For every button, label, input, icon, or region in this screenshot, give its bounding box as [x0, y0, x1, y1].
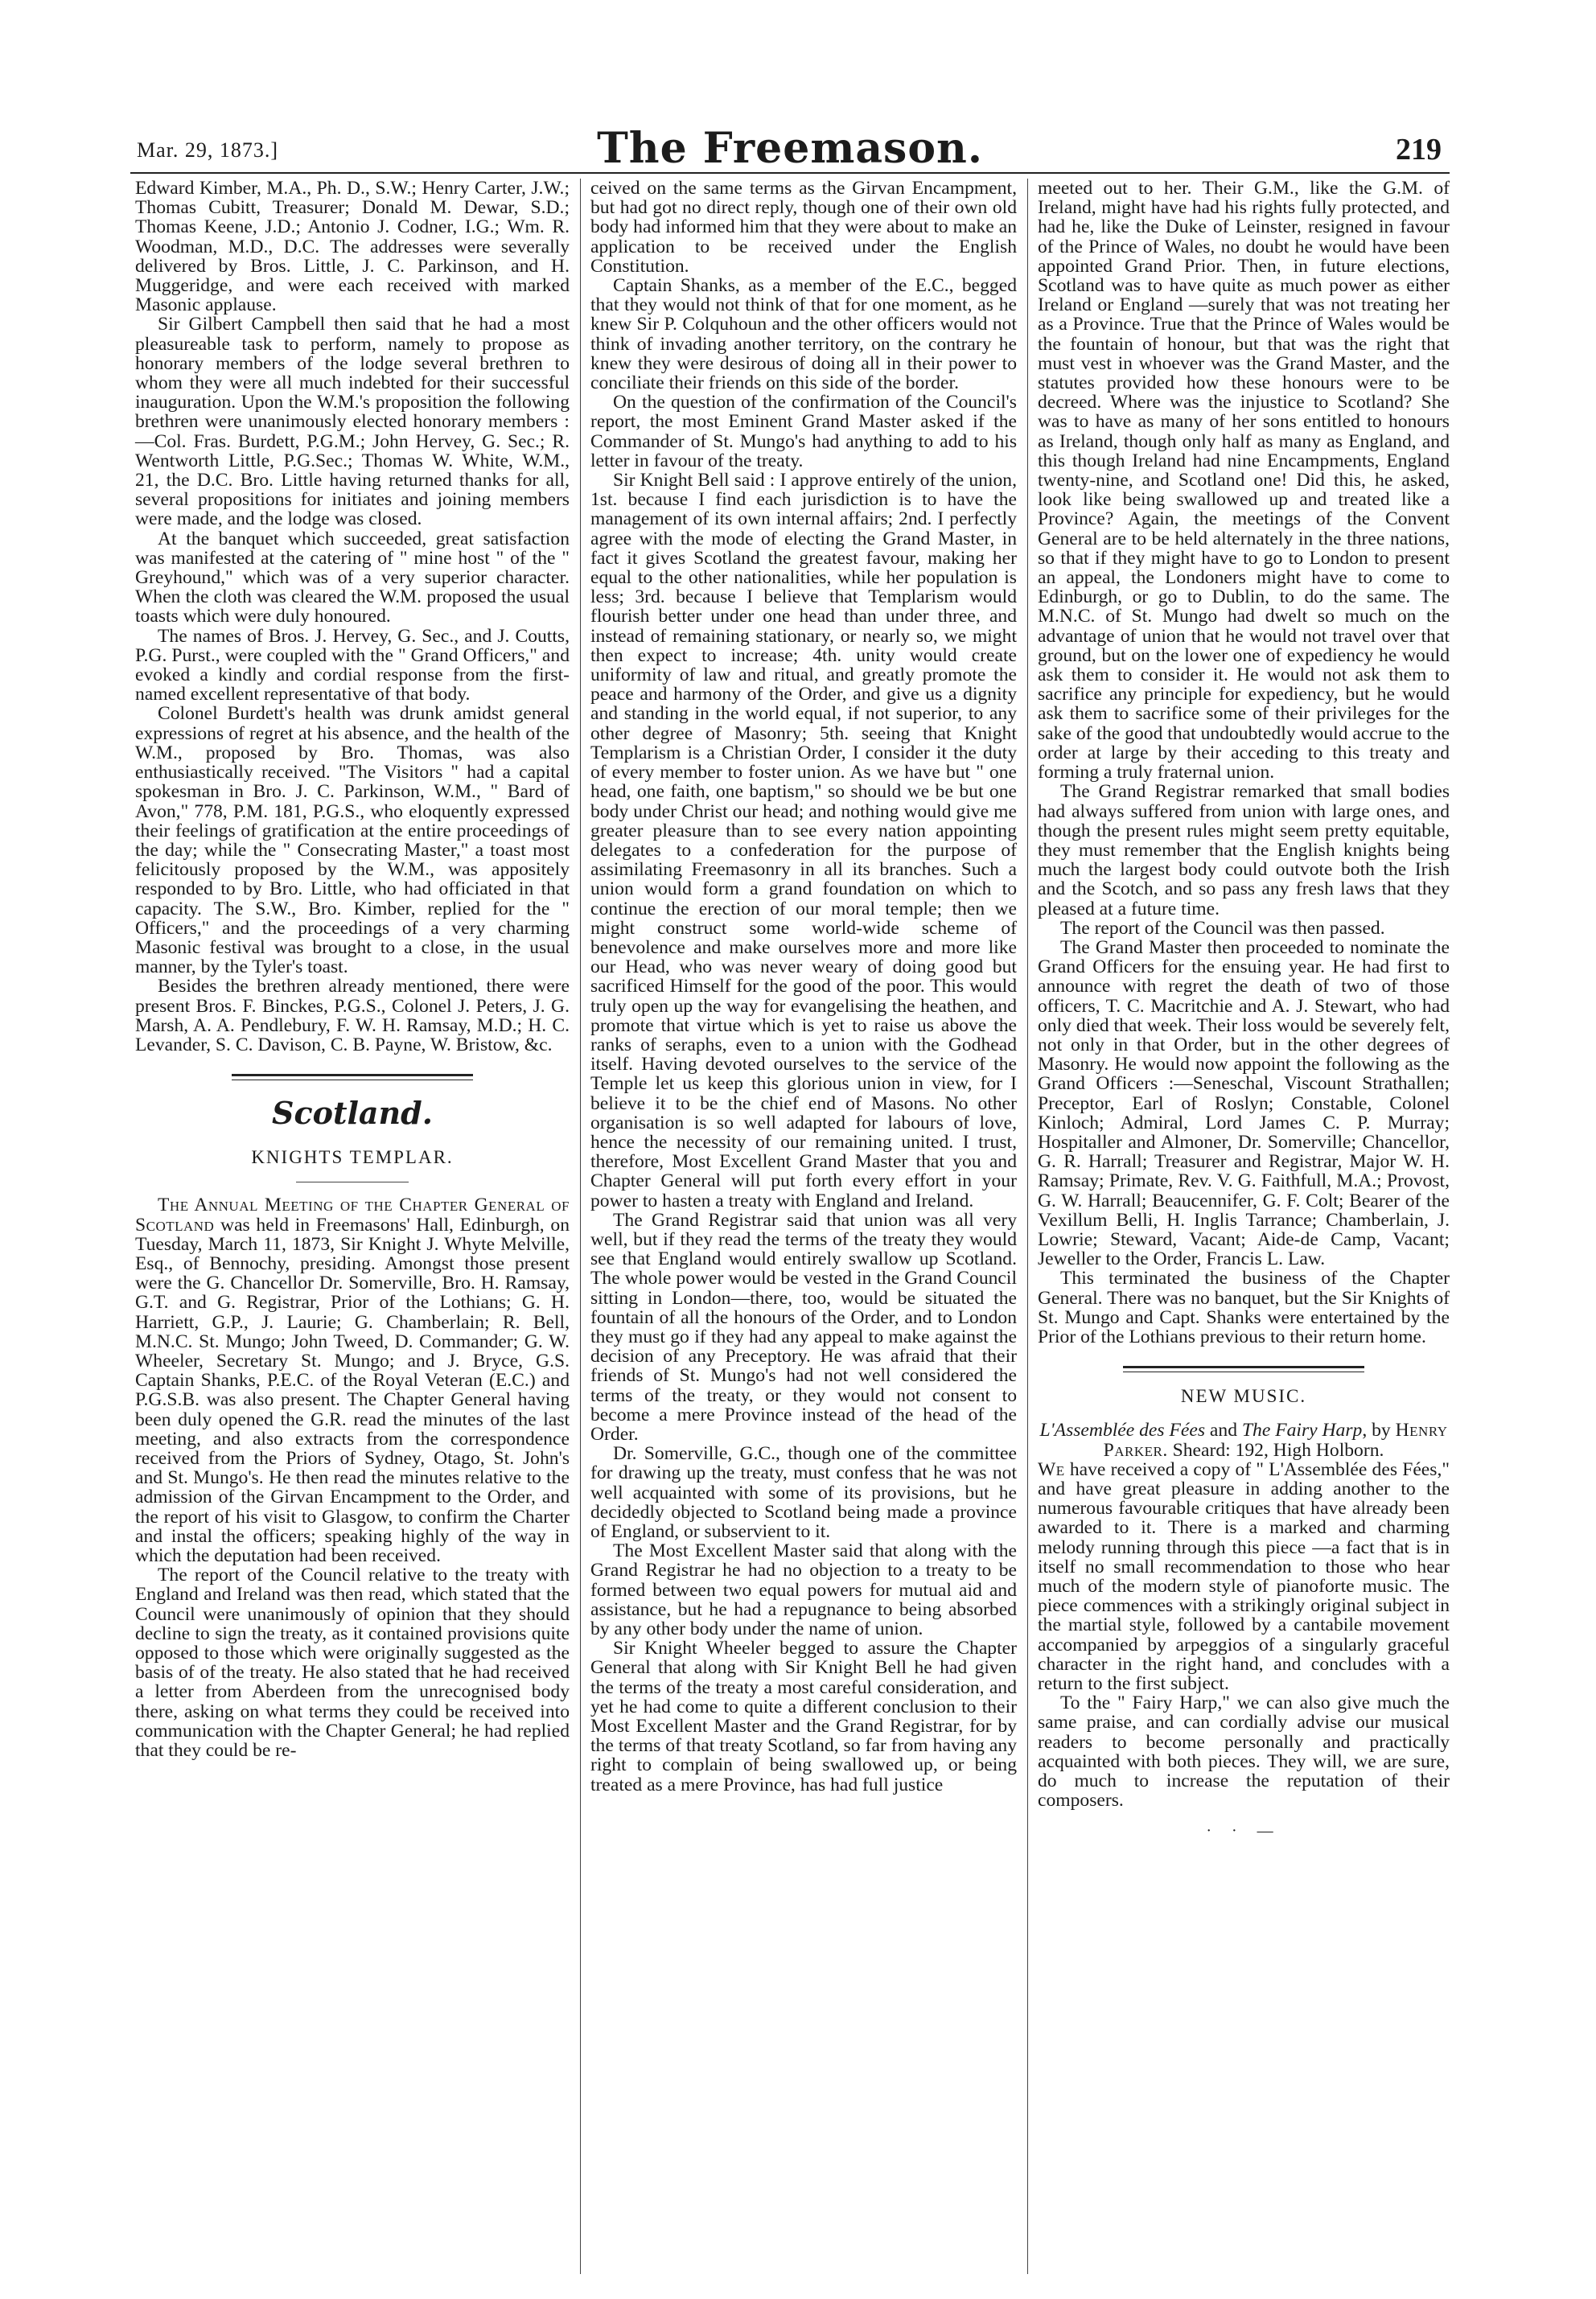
paragraph: The names of Bros. J. Hervey, G. Sec., and J. Coutts, P.G. Purst., were coupled with the " Grand Officers," and evoked a kindly and cordial response from the first-named excellent representative of that body.	[135, 625, 570, 705]
paragraph: At the banquet which succeeded, great satisfaction was manifested at the catering of " mine host " of the " Greyhound," which was of a very superior character. When the cloth was cleared the W.M. proposed the usual toasts which were duly honoured.	[135, 528, 570, 627]
newspaper-title: The Freemason.	[597, 124, 983, 173]
paragraph: The Most Excellent Master said that along with the Grand Registrar he had no objection to a treaty to be formed between two equal powers for mutual aid and assistance, but he had a repugnance to being absorbed by any other body under the name of union.	[590, 1540, 1017, 1640]
column-3	[1038, 179, 1450, 1841]
lead-in: The Annual Meeting of the Chapter General of Scotland	[135, 1195, 570, 1236]
paragraph: Besides the brethren already mentioned, there were present Bros. F. Binckes, P.G.S., Colonel J. Peters, J. G. Marsh, A. A. Pendlebury, F. W. H. Ramsay, M.D.; H. C. Levander, S. C. Davison, C. B. Payne, W. Bristow, &c.	[135, 976, 570, 1055]
page-number: 219	[1396, 133, 1442, 167]
paragraph: Dr. Somerville, G.C., though one of the committee for drawing up the treaty, must confess that he was not well acquainted with some of its provisions, but he decidedly objected to Scotland being made a province of England, or subservient to it.	[590, 1443, 1017, 1543]
paragraph: meeted out to her. Their G.M., like the G.M. of Ireland, might have had his rights fully protected, and had he, like the Duke of Leinster, resigned in favour of the Prince of Wales, no doubt he would have been appointed Grand Prior. Then, in future elections, Scotland was to have quite as much power as either Ireland or England —surely that was not treating her as a Province. True that the Prince of Wales would be the fountain of honour, but that was the right that must vest in whoever was the Grand Master, and the statutes provided how these honours were to be decreed. Where was the injustice to Scotland? She was to have as many of her sons entitled to honours as Ireland, though only half as many as England, and this though Ireland had nine Encampments, England twenty-nine, and Scotland one! Did this, he asked, look like being swallowed up and treated like a Province? Again, the meetings of the Convent General are to be held alternately in the three nations, so that if they might have to go to London to present an appeal, the Londoners might have to come to Edinburgh, or go to Dublin, to do the same. The M.N.C. of St. Mungo had dwelt so much on the advantage of union that he would not travel over that ground, but on the lower one of expediency he would ask them to consider it. He would not ask them to sacrifice any principle for expediency, but he would ask them to sacrifice some of their privileges for the sake of the good that undoubtedly would accrue to the order at large by their acceding to this treaty and forming a truly fraternal union.	[1038, 178, 1450, 783]
section-subtitle-knights-templar: KNIGHTS TEMPLAR.	[251, 1147, 454, 1168]
end-mark: · · —	[1206, 1822, 1281, 1840]
paragraph: This terminated the business of the Chapter General. There was no banquet, but the Sir Knights of St. Mungo and Capt. Shanks were entertained by the Prior of the Lothians previous to their return home.	[1038, 1268, 1450, 1347]
music-author: Henry Parker.	[1103, 1420, 1448, 1461]
section-subtitle-new-music: NEW MUSIC.	[1180, 1386, 1307, 1407]
paragraph: Sir Knight Bell said : I approve entirely of the union, 1st. because I find each jurisdiction is to have the management of its own internal affairs; 2nd. I perfectly agree with the mode of electing the Grand Master, in fact it gives Scotland the greatest favour, making her equal to the other nationalities, while her population is less; 3rd. because I believe that Templarism would flourish better under one head than under three, and instead of remaining stationary, or nearly so, we might then expect to increase; 4th. unity would create uniformity of law and ritual, and greatly promote the peace and harmony of the Order, and give us a dignity and standing in the world equal, if not superior, to any other degree of Masonry; 5th. seeing that Knight Templarism is a Christian Order, I consider it the duty of every member to foster union. As we have but " one head, one faith, one baptism," so should we be but one body under Christ our head; and nothing would give me greater pleasure than to see every nation appointing delegates to a confederation for the purpose of assimilating Freemasonry in all its branches. Such a union would form a grand foundation on which to continue the erection of our moral temple; then we might construct some world-wide scheme of benevolence and make ourselves more and more like our Head, who was never weary of doing good but sacrificed Himself for the good of the poor. This would truly open up the way for evangelising the heathen, and promote that virtue which is yet to raise us above the ranks of seraphs, even to a union with the Godhead itself. Having devoted ourselves to the service of the Temple let us keep this glorious union in view, for I believe it to be the chief end of Masons. No other organisation is so well adapted for labours of love, hence the necessity of our remaining united. I trust, therefore, Most Excellent Grand Master that you and Chapter General will put forth every effort in your power to hasten a treaty with England and Ireland.	[590, 470, 1017, 1211]
column-2	[590, 179, 1017, 1795]
paragraph: ceived on the same terms as the Girvan Encampment, but had got no direct reply, though one of their own old body had informed him that they were about to make an application to be received under the English Constitution.	[590, 178, 1017, 277]
column-divider-1	[580, 179, 581, 2274]
paragraph: We have received a copy of " L'Assemblée des Fées," and have great pleasure in adding another to the numerous favourable critiques that have already been awarded to it. There is a marked and charming melody running through this piece —a fact that is in itself no small recommendation to those who hear much of the modern style of pianoforte music. The piece commences with a strikingly original subject in the martial style, followed by a cantabile movement accompanied by arpeggios of a singularly graceful character in the right hand, and concludes with a return to the first subject.	[1038, 1458, 1450, 1695]
header-rule	[130, 172, 1450, 174]
paragraph: The Grand Master then proceeded to nominate the Grand Officers for the ensuing year. He had first to announce with regret the death of two of those officers, T. C. Macritchie and A. J. Stewart, who had only died that week. Their loss would be severely felt, not only in that Order, but in the other degrees of Masonry. He would now appoint the following as the Grand Officers :—Seneschal, Viscount Strathallen; Preceptor, Earl of Roslyn; Constable, Colonel Kinloch; Admiral, Lord James C. P. Murray; Hospitaller and Almoner, Dr. Somerville; Chancellor, G. R. Harrall; Treasurer and Registrar, Major W. H. Ramsay; Primate, Rev. V. G. Faithfull, M.A.; Provost, G. W. Harrall; Beaucennifer, G. F. Colt; Bearer of the Vexillum Belli, H. Inglis Tarrance; Chamberlain, J. Lowrie; Steward, Vacant; Aide-de Camp, Vacant; Jeweller to the Order, Francis L. Law.	[1038, 936, 1450, 1270]
lead-in: We	[1038, 1458, 1065, 1480]
section-title-scotland: Scotland.	[272, 1095, 433, 1132]
column-1	[135, 179, 570, 1760]
music-title: L'Assemblée des Fées	[1039, 1420, 1206, 1442]
column-divider-2	[1027, 179, 1028, 2274]
paragraph: Colonel Burdett's health was drunk amidst general expressions of regret at his absence, and the health of the W.M., proposed by Bro. Thomas, was also enthusiastically received. "The Visitors " had a capital spokesman in Bro. J. C. Parkinson, W.M., " Bard of Avon," 778, P.M. 181, P.G.S., who eloquently expressed their feelings of gratification at the entire proceedings of the day; while the " Consecrating Master," a toast most felicitously proposed by the W.M., was appositely responded to by Bro. Little, who had officiated in that capacity. The S.W., Bro. Kimber, replied for the " Officers," and the proceedings of a very charming Masonic festival was brought to a close, in the usual manner, by the Tyler's toast.	[135, 703, 570, 978]
paragraph: Sir Knight Wheeler begged to assure the Chapter General that along with Sir Knight Bell he had given the terms of the treaty a most careful consideration, and yet he had come to quite a different conclusion to their Most Excellent Master and the Grand Registrar, for by the terms of that treaty Scotland, so far from having any right to complain of being swallowed up, or being treated as a mere Province, has had full justice	[590, 1638, 1017, 1795]
paragraph: Edward Kimber, M.A., Ph. D., S.W.; Henry Carter, J.W.; Thomas Cubitt, Treasurer; Donald M. Dewar, S.D.; Thomas Keene, J.D.; Antonio J. Codner, I.G.; Wm. R. Woodman, M.D., D.C. The addresses were severally delivered by Bros. Little, J. C. Parkinson, and H. Muggeridge, and were each received with marked Masonic applause.	[135, 178, 570, 316]
paragraph: The report of the Council was then passed.	[1060, 917, 1385, 939]
paragraph: Sir Gilbert Campbell then said that he had a most pleasureable task to perform, namely to propose as honorary members of the lodge several brethren to whom they were all much indebted for their successful inauguration. Upon the W.M.'s proposition the following brethren were unanimously elected honorary members :—Col. Fras. Burdett, P.G.M.; John Hervey, G. Sec.; R. Wentworth Little, P.G.Sec.; Thomas W. White, W.M., 21, the D.C. Bro. Little having returned thanks for all, several propositions for initiates and joining members were made, and the lodge was closed.	[135, 314, 570, 530]
section-divider	[232, 1074, 473, 1080]
issue-date: Mar. 29, 1873.]	[137, 138, 279, 162]
music-title: The Fairy Harp	[1241, 1420, 1363, 1442]
music-citation: L'Assemblée des Fées and The Fairy Harp, by Henry Parker. Sheard: 192, High Holborn.	[1039, 1420, 1448, 1461]
paragraph: Captain Shanks, as a member of the E.C., begged that they would not think of that for one moment, as he knew Sir P. Colquhoun and the other officers would not think of invading another territory, on the contrary he knew they were desirous of doing all in their power to conciliate their friends on this side of the border.	[590, 275, 1017, 394]
section-divider	[1123, 1366, 1364, 1372]
paragraph: The report of the Council relative to the treaty with England and Ireland was then read, which stated that the Council were unanimously of opinion that they should decline to sign the treaty, as it contained provisions quite opposed to those which were originally suggested as the basis of of the treaty. He also stated that he had received a letter from Aberdeen from the unrecognised body there, asking on what terms they could be received into communication with the Chapter General; he had replied that they could be re-	[135, 1565, 570, 1762]
paragraph: On the question of the confirmation of the Council's report, the most Eminent Grand Master asked if the Commander of St. Mungo's had anything to add to his letter in favour of the treaty.	[590, 392, 1017, 471]
paragraph: The Annual Meeting of the Chapter General of Scotland was held in Freemasons' Hall, Edinburgh, on Tuesday, March 11, 1873, Sir Knight J. Whyte Melville, Esq., of Bennochy, presiding. Amongst those present were the G. Chancellor Dr. Somerville, Bro. H. Ramsay, G.T. and G. Registrar, Prior of the Lothians; G. H. Harriett, G.P., J. Laurie; G. Chamberlain; R. Bell, M.N.C. St. Mungo; John Tweed, D. Commander; G. W. Wheeler, Secretary St. Mungo; and J. Bryce, G.S. Captain Shanks, P.E.C. of the Royal Veteran (E.C.) and P.G.S.B. was also present. The Chapter General having been duly opened the G.R. read the minutes of the last meeting, and also extracts from the correspondence received from the Priors of Sydney, Otago, St. John's and St. Mungo's. He then read the minutes relative to the admission of the Girvan Encampment to the Order, and the report of his visit to Glasgow, to confirm the Charter and instal the officers; speaking highly of the way in which the deputation had been received.	[135, 1195, 570, 1566]
masthead	[130, 124, 1450, 175]
paragraph: To the " Fairy Harp," we can also give much the same praise, and can cordially advise our musical readers to become personally and practically acquainted with both pieces. They will, we are sure, do much to increase the reputation of their composers.	[1038, 1692, 1450, 1812]
paragraph: The Grand Registrar said that union was all very well, but if they read the terms of the treaty they would see that England would entirely swallow up Scotland. The whole power would be vested in the Grand Council sitting in London—there, too, would be situated the fountain of all the honours of the Order, and to London they must go if they had any appeal to make against the decision of any Preceptory. He was afraid that their friends of St. Mungo's had not well considered the terms of the treaty, or they would not consent to become a mere Province instead of the head of the Order.	[590, 1209, 1017, 1445]
paragraph: The Grand Registrar remarked that small bodies had always suffered from union with large ones, and though the present rules might seem pretty equitable, they must remember that the English knights being much the largest body could outvote both the Irish and the Scotch, and so pass any fresh laws that they pleased at a future time.	[1038, 781, 1450, 919]
